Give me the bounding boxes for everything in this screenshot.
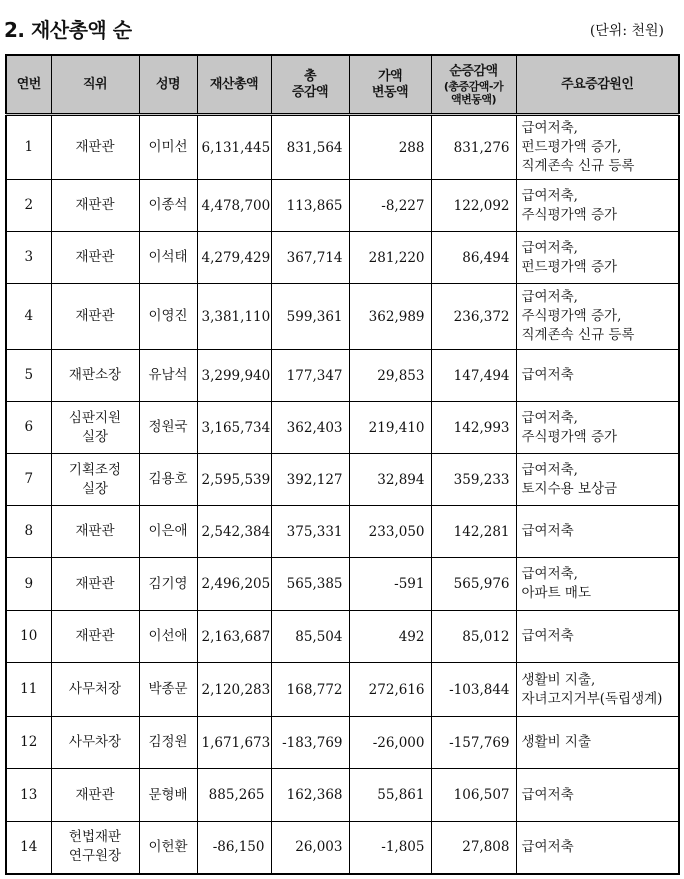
cell-total: 885,265	[197, 769, 271, 822]
cell-value-change: -591	[349, 558, 431, 611]
position-line: 심판지원	[68, 409, 122, 426]
reason-line: 아파트 매도	[521, 585, 591, 601]
cell-value-change: 281,220	[349, 232, 431, 284]
cell-total-change: 565,385	[271, 558, 349, 611]
cell-total-change: 85,504	[271, 611, 349, 663]
cell-value-change: -1,805	[349, 822, 431, 874]
position-line: 재판관	[75, 308, 115, 324]
reason-line: 급여저축,	[521, 566, 578, 582]
header-line: 가액	[377, 68, 403, 84]
cell-net-change: 147,494	[431, 350, 516, 402]
cell-value-change: 55,861	[349, 769, 431, 822]
reason-line: 급여저축	[521, 838, 574, 855]
cell-value-change: -26,000	[349, 717, 431, 769]
cell-reason	[516, 558, 679, 611]
position-line: 재판관	[75, 786, 115, 803]
cell-reason	[516, 822, 679, 874]
section-title: 2. 재산총액 순	[4, 18, 132, 42]
reason-line: 급여저축	[521, 628, 574, 644]
cell-total: 2,595,539	[197, 454, 271, 506]
cell-value-change: 29,853	[349, 350, 431, 402]
cell-value-change: 233,050	[349, 506, 431, 558]
table-row	[6, 663, 679, 717]
cell-name: 이헌환	[139, 822, 197, 874]
cell-net-change: 106,507	[431, 769, 516, 822]
cell-reason	[516, 350, 679, 402]
cell-name: 김용호	[139, 454, 197, 506]
cell-position	[51, 558, 139, 611]
cell-total-change: 113,865	[271, 180, 349, 232]
cell-name: 김정원	[139, 717, 197, 769]
cell-total: 4,279,429	[197, 232, 271, 284]
cell-position	[51, 350, 139, 402]
table-row	[6, 402, 679, 454]
reason-line: 급여저축,	[521, 239, 578, 256]
header-line: 순증감액	[449, 63, 498, 79]
table-row	[6, 284, 679, 350]
cell-total: 3,381,110	[197, 284, 271, 350]
cell-total: 2,542,384	[197, 506, 271, 558]
position-line: 재판관	[75, 197, 115, 213]
position-line: 재판소장	[68, 367, 122, 383]
cell-net-change: 142,281	[431, 506, 516, 558]
col-header-value-change	[349, 55, 431, 115]
cell-reason	[516, 611, 679, 663]
cell-rank: 9	[6, 558, 51, 611]
col-header-total-change	[271, 55, 349, 115]
cell-total: 3,299,940	[197, 350, 271, 402]
cell-position	[51, 611, 139, 663]
reason-line: 생활비 지출,	[521, 671, 596, 688]
cell-reason	[516, 402, 679, 454]
cell-rank: 13	[6, 769, 51, 822]
reason-line: 급여저축	[521, 786, 574, 803]
cell-reason	[516, 769, 679, 822]
cell-net-change: 236,372	[431, 284, 516, 350]
header-line: (총증감액-가	[443, 79, 504, 93]
position-line: 재판관	[75, 249, 115, 265]
cell-reason	[516, 115, 679, 180]
cell-total: -86,150	[197, 822, 271, 874]
col-header-name: 성명	[139, 55, 197, 115]
cell-total-change: 375,331	[271, 506, 349, 558]
header-line: 액변동액)	[450, 92, 497, 106]
cell-total-change: 392,127	[271, 454, 349, 506]
cell-total: 1,671,673	[197, 717, 271, 769]
cell-name: 문형배	[139, 769, 197, 822]
header-line: 총	[303, 68, 317, 84]
col-header-reason: 주요증감원인	[516, 55, 679, 115]
asset-table	[5, 54, 680, 875]
cell-total-change: 162,368	[271, 769, 349, 822]
table-row	[6, 350, 679, 402]
cell-net-change: 565,976	[431, 558, 516, 611]
cell-position	[51, 402, 139, 454]
col-header-rank: 연번	[6, 55, 51, 115]
cell-rank: 6	[6, 402, 51, 454]
reason-line: 직계존속 신규 등록	[521, 327, 635, 343]
cell-rank: 5	[6, 350, 51, 402]
position-line: 기획조정	[68, 461, 122, 478]
cell-rank: 8	[6, 506, 51, 558]
cell-position	[51, 454, 139, 506]
reason-line: 자녀고지거부(독립생계)	[521, 690, 663, 707]
cell-reason	[516, 232, 679, 284]
cell-net-change: 85,012	[431, 611, 516, 663]
cell-value-change: 219,410	[349, 402, 431, 454]
cell-name: 이선애	[139, 611, 197, 663]
position-line: 실장	[81, 428, 109, 445]
cell-net-change: 122,092	[431, 180, 516, 232]
cell-reason	[516, 180, 679, 232]
cell-reason	[516, 717, 679, 769]
cell-total-change: 831,564	[271, 115, 349, 180]
reason-line: 주식평가액 증가	[521, 428, 618, 445]
cell-name: 이영진	[139, 284, 197, 350]
cell-rank: 11	[6, 663, 51, 717]
position-line: 재판관	[75, 575, 115, 592]
cell-total-change: 362,403	[271, 402, 349, 454]
reason-line: 급여저축,	[521, 289, 578, 305]
cell-position	[51, 284, 139, 350]
position-line: 재판관	[75, 628, 115, 644]
cell-total: 6,131,445	[197, 115, 271, 180]
cell-total-change: 177,347	[271, 350, 349, 402]
cell-rank: 3	[6, 232, 51, 284]
cell-net-change: -157,769	[431, 717, 516, 769]
cell-rank: 1	[6, 115, 51, 180]
position-line: 연구원장	[68, 848, 122, 865]
cell-net-change: -103,844	[431, 663, 516, 717]
cell-total-change: 168,772	[271, 663, 349, 717]
reason-line: 펀드평가액 증가,	[521, 139, 622, 155]
cell-value-change: 32,894	[349, 454, 431, 506]
cell-total-change: 599,361	[271, 284, 349, 350]
cell-total: 2,120,283	[197, 663, 271, 717]
cell-total-change: 26,003	[271, 822, 349, 874]
reason-line: 토지수용 보상금	[521, 480, 618, 497]
cell-rank: 12	[6, 717, 51, 769]
col-header-net-change	[431, 55, 516, 115]
table-row	[6, 454, 679, 506]
cell-total-change: 367,714	[271, 232, 349, 284]
reason-line: 주식평가액 증가,	[521, 308, 622, 324]
reason-line: 생활비 지출	[521, 734, 591, 750]
cell-name: 이석태	[139, 232, 197, 284]
cell-position	[51, 769, 139, 822]
reason-line: 급여저축,	[521, 120, 578, 136]
cell-position	[51, 663, 139, 717]
unit-label: (단위: 천원)	[589, 23, 664, 39]
col-header-total: 재산총액	[197, 55, 271, 115]
cell-rank: 10	[6, 611, 51, 663]
table-row	[6, 180, 679, 232]
cell-value-change: 272,616	[349, 663, 431, 717]
cell-position	[51, 822, 139, 874]
cell-rank: 2	[6, 180, 51, 232]
cell-rank: 14	[6, 822, 51, 874]
reason-line: 급여저축,	[521, 187, 578, 204]
table-row	[6, 558, 679, 611]
col-header-position: 직위	[51, 55, 139, 115]
cell-total: 4,478,700	[197, 180, 271, 232]
header-row	[6, 55, 679, 115]
reason-line: 급여저축	[521, 367, 574, 383]
cell-value-change: -8,227	[349, 180, 431, 232]
cell-net-change: 142,993	[431, 402, 516, 454]
cell-reason	[516, 454, 679, 506]
cell-reason	[516, 284, 679, 350]
table-row	[6, 611, 679, 663]
cell-rank: 4	[6, 284, 51, 350]
cell-net-change: 27,808	[431, 822, 516, 874]
cell-value-change: 492	[349, 611, 431, 663]
reason-line: 급여저축,	[521, 409, 578, 426]
cell-reason	[516, 506, 679, 558]
cell-position	[51, 717, 139, 769]
table-row	[6, 769, 679, 822]
cell-value-change: 362,989	[349, 284, 431, 350]
cell-rank: 7	[6, 454, 51, 506]
cell-name: 이은애	[139, 506, 197, 558]
table-row	[6, 115, 679, 180]
cell-total: 2,163,687	[197, 611, 271, 663]
position-line: 재판관	[75, 523, 115, 539]
position-line: 헌법재판	[68, 829, 122, 846]
reason-line: 급여저축,	[521, 461, 578, 478]
cell-reason	[516, 663, 679, 717]
position-line: 사무처장	[68, 681, 122, 697]
position-line: 사무차장	[68, 734, 122, 750]
cell-name: 유남석	[139, 350, 197, 402]
reason-line: 펀드평가액 증가	[521, 258, 618, 275]
header-line: 변동액	[371, 84, 409, 100]
cell-total: 2,496,205	[197, 558, 271, 611]
table-row	[6, 232, 679, 284]
position-line: 실장	[81, 480, 109, 497]
cell-name: 박종문	[139, 663, 197, 717]
cell-position	[51, 232, 139, 284]
cell-value-change: 288	[349, 115, 431, 180]
table-row	[6, 822, 679, 874]
position-line: 재판관	[75, 139, 115, 155]
reason-line: 급여저축	[521, 523, 574, 539]
cell-net-change: 831,276	[431, 115, 516, 180]
cell-net-change: 359,233	[431, 454, 516, 506]
cell-position	[51, 180, 139, 232]
cell-position	[51, 115, 139, 180]
table-row	[6, 717, 679, 769]
table-row	[6, 506, 679, 558]
cell-name: 이미선	[139, 115, 197, 180]
cell-name: 김기영	[139, 558, 197, 611]
cell-name: 정원국	[139, 402, 197, 454]
cell-position	[51, 506, 139, 558]
reason-line: 주식평가액 증가	[521, 206, 618, 223]
cell-total: 3,165,734	[197, 402, 271, 454]
cell-name: 이종석	[139, 180, 197, 232]
reason-line: 직계존속 신규 등록	[521, 158, 635, 174]
cell-total-change: -183,769	[271, 717, 349, 769]
cell-net-change: 86,494	[431, 232, 516, 284]
header-line: 증감액	[291, 84, 329, 100]
